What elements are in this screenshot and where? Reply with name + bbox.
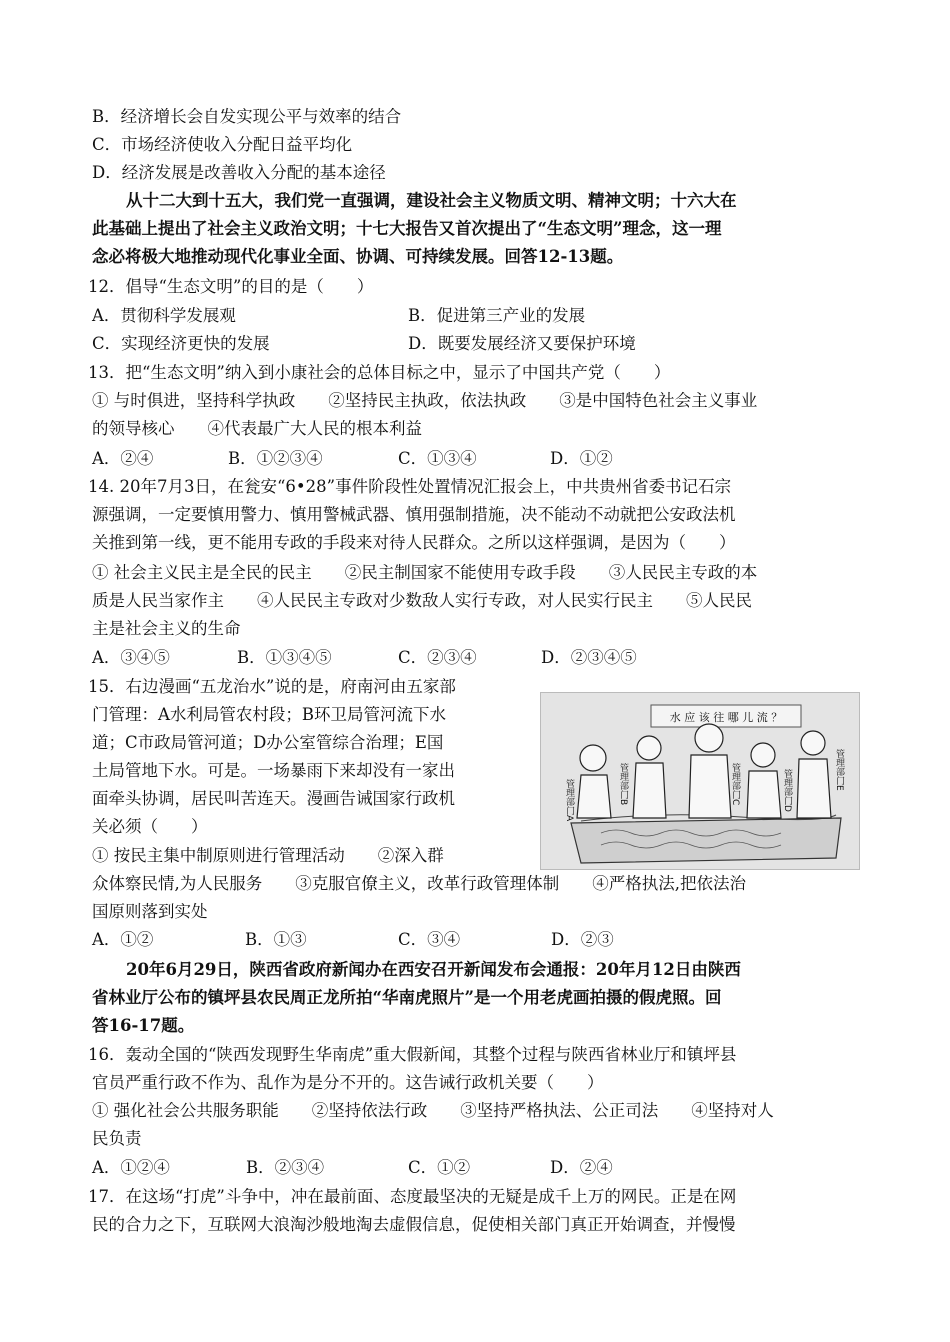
q14-line1: 14. 20年7月3日，在瓮安“6•28”事件阶段性处置情况汇报会上，中共贵州省委书记石宗 xyxy=(88,477,732,496)
q12-option-d: D．既要发展经济又要保护环境 xyxy=(408,334,636,353)
q14-option-c: C．②③④ xyxy=(398,648,477,667)
q12-option-b: B．促进第三产业的发展 xyxy=(408,306,586,325)
q15-line6: 关必须（ ） xyxy=(92,817,208,836)
q17-line2: 民的合力之下，互联网大浪淘沙般地淘去虚假信息，促使相关部门真正开始调查，并慢慢 xyxy=(92,1215,736,1234)
q13-stem: 13．把“生态文明”纳入到小康社会的总体目标之中，显示了中国共产党（ ） xyxy=(88,363,671,382)
cartoon-label-e: 管理部门E xyxy=(834,749,844,791)
q14-option-d: D．②③④⑤ xyxy=(541,648,637,667)
q14-option-a: A．③④⑤ xyxy=(92,648,170,667)
q15-line9: 国原则落到实处 xyxy=(92,902,208,921)
q14-statements-line2: 质是人民当家作主 ④人民民主专政对少数敌人实行专政，对人民实行民主 ⑤人民民 xyxy=(92,591,752,610)
q15-line1: 15．右边漫画“五龙治水”说的是，府南河由五家部 xyxy=(88,677,456,696)
cartoon-label-d: 管理部门D xyxy=(782,769,792,812)
q14-option-b: B．①③④⑤ xyxy=(237,648,332,667)
q11-option-d: D．经济发展是改善收入分配的基本途径 xyxy=(92,163,386,182)
q13-option-b: B．①②③④ xyxy=(228,449,323,468)
q15-line3: 道；C市政局管河道；D办公室管综合治理；E国 xyxy=(92,733,444,752)
q15-option-a: A．①② xyxy=(92,930,154,949)
q16-option-c: C．①② xyxy=(408,1158,471,1177)
cartoon-label-a: 管理部门A xyxy=(564,779,574,822)
q12-option-a: A．贯彻科学发展观 xyxy=(92,306,236,325)
q17-line1: 17．在这场“打虎”斗争中，冲在最前面、态度最坚决的无疑是成千上万的网民。正是在网 xyxy=(88,1187,737,1206)
q15-line7: ① 按民主集中制原则进行管理活动 ②深入群 xyxy=(92,846,444,865)
q15-line8: 众体察民情,为人民服务 ③克服官僚主义，改革行政管理体制 ④严格执法,把依法治 xyxy=(92,874,746,893)
q15-option-d: D．②③ xyxy=(551,930,614,949)
cartoon-title: 水 应 该 往 哪 儿 流 ？ xyxy=(669,711,783,724)
q15-line5: 面牵头协调，居民叫苦连天。漫画告诫国家行政机 xyxy=(92,789,455,808)
q13-option-d: D．①② xyxy=(550,449,613,468)
q14-statements-line3: 主是社会主义的生命 xyxy=(92,619,241,638)
q16-line1: 16．轰动全国的“陕西发现野生华南虎”重大假新闻，其整个过程与陕西省林业厅和镇坪县 xyxy=(88,1045,737,1064)
q16-option-b: B．②③④ xyxy=(246,1158,325,1177)
q11-option-c: C．市场经济使收入分配日益平均化 xyxy=(92,135,353,154)
q15-option-c: C．③④ xyxy=(398,930,461,949)
q13-statements-line2: 的领导核心 ④代表最广大人民的根本利益 xyxy=(92,419,422,438)
q15-line2: 门管理：A水利局管农村段；B环卫局管河流下水 xyxy=(92,705,447,724)
cartoon-label-c: 管理部门C xyxy=(730,763,740,806)
q15-line4: 土局管地下水。可是。一场暴雨下来却没有一家出 xyxy=(92,761,455,780)
passage1-line3: 念必将极大地推动现代化事业全面、协调、可持续发展。回答12-13题。 xyxy=(92,247,624,266)
cartoon-illustration xyxy=(541,693,859,869)
passage1-line1: 从十二大到十五大，我们党一直强调，建设社会主义物质文明、精神文明；十六大在 xyxy=(126,191,737,210)
passage1-line2: 此基础上提出了社会主义政治文明；十七大报告又首次提出了“生态文明”理念，这一理 xyxy=(92,219,722,238)
cartoon-five-dragons xyxy=(540,692,860,870)
passage2-line1: 20年6月29日，陕西省政府新闻办在西安召开新闻发布会通报：20年月12日由陕西 xyxy=(126,960,741,979)
q16-option-d: D．②④ xyxy=(550,1158,613,1177)
q11-option-b: B．经济增长会自发实现公平与效率的结合 xyxy=(92,107,402,126)
q14-statements-line1: ① 社会主义民主是全民的民主 ②民主制国家不能使用专政手段 ③人民民主专政的本 xyxy=(92,563,758,582)
q15-option-b: B．①③ xyxy=(245,930,307,949)
q16-statements-line2: 民负责 xyxy=(92,1129,142,1148)
passage2-line3: 答16-17题。 xyxy=(92,1016,195,1035)
q12-option-c: C．实现经济更快的发展 xyxy=(92,334,270,353)
passage2-line2: 省林业厅公布的镇坪县农民周正龙所拍“华南虎照片”是一个用老虎画拍摄的假虎照。回 xyxy=(92,988,722,1007)
q14-line2: 源强调，一定要慎用警力、慎用警械武器、慎用强制措施，决不能动不动就把公安政法机 xyxy=(92,505,736,524)
q16-line2: 官员严重行政不作为、乱作为是分不开的。这告诫行政机关要（ ） xyxy=(92,1073,604,1092)
q13-option-a: A．②④ xyxy=(92,449,154,468)
q16-statements-line1: ① 强化社会公共服务职能 ②坚持依法行政 ③坚持严格执法、公正司法 ④坚持对人 xyxy=(92,1101,774,1120)
q12-stem: 12．倡导“生态文明”的目的是（ ） xyxy=(88,277,374,296)
q16-option-a: A．①②④ xyxy=(92,1158,170,1177)
q13-option-c: C．①③④ xyxy=(398,449,477,468)
q14-line3: 关推到第一线，更不能用专政的手段来对待人民群众。之所以这样强调，是因为（ ） xyxy=(92,533,736,552)
cartoon-label-b: 管理部门B xyxy=(618,763,628,806)
q13-statements-line1: ① 与时俱进，坚持科学执政 ②坚持民主执政，依法执政 ③是中国特色社会主义事业 xyxy=(92,391,758,410)
